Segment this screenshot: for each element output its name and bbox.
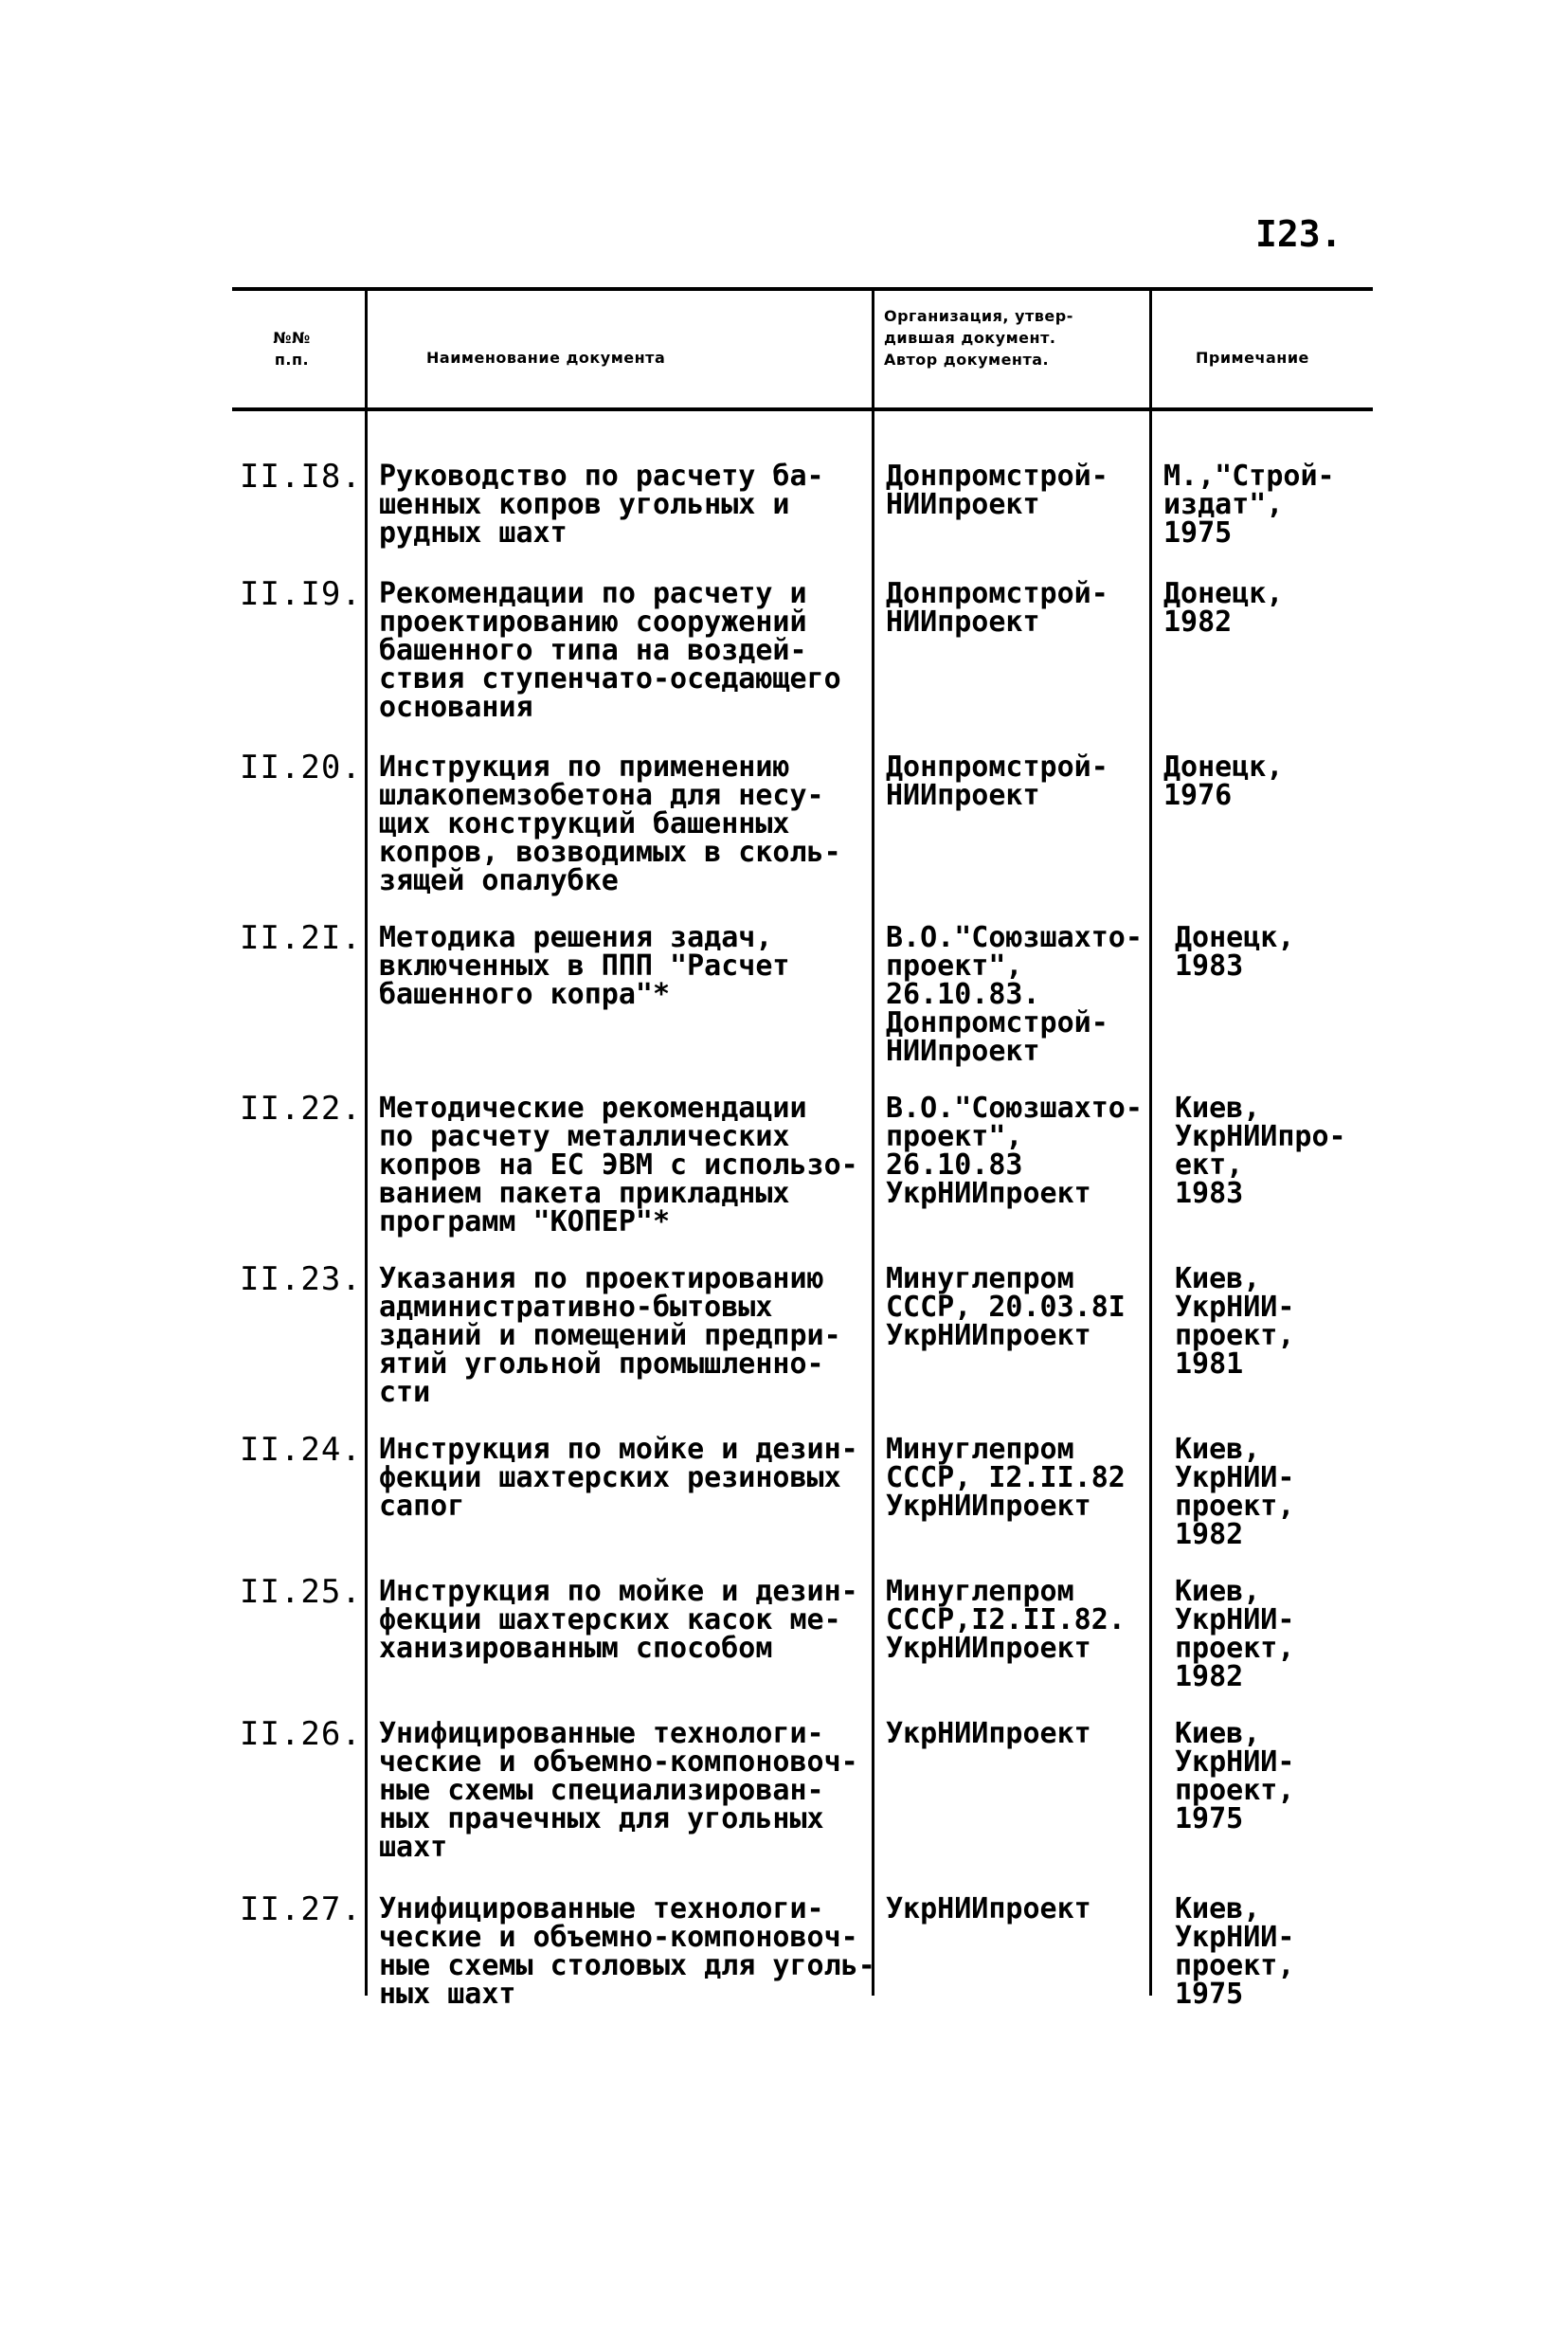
row-title-line: программ "КОПЕР"* [379, 1205, 671, 1238]
row-organization [886, 1433, 1126, 1523]
header-note-line: Примечание [1196, 349, 1309, 367]
row-number: II.23. [240, 1260, 362, 1298]
row-note-line: 1975 [1175, 1978, 1244, 2011]
row-title-line: сти [379, 1376, 431, 1409]
row-title-line: башенного копра"* [379, 978, 671, 1011]
row-title-line: зящей опалубке [379, 864, 619, 897]
row-organization-line: НИИпроект [886, 1035, 1040, 1068]
row-title-line: башенного типа на воздей- [379, 634, 807, 667]
row-title [379, 921, 790, 1011]
row-title-line: фекции шахтерских касок ме- [379, 1603, 841, 1636]
row-title [379, 1892, 875, 2011]
row-title-line: административно-бытовых [379, 1291, 773, 1324]
row-number: II.22. [240, 1090, 362, 1128]
row-organization-line: НИИпроект [886, 606, 1040, 639]
row-organization-line: УкрНИИпроект [886, 1717, 1091, 1750]
row-note-line: УкрНИИ- [1175, 1461, 1295, 1494]
row-note-line: М.,"Строй- [1163, 460, 1335, 493]
row-organization-line: Донпромстрой- [886, 750, 1108, 784]
row-title-line: Рекомендации по расчету и [379, 577, 807, 610]
row-title-line: Методика решения задач, [379, 921, 773, 954]
row-number: II.2I. [240, 919, 362, 957]
header-note [1196, 347, 1309, 369]
row-note-line: проект, [1175, 1774, 1295, 1807]
row-title-line: Инструкция по применению [379, 750, 790, 784]
row-title [379, 577, 841, 724]
row-title [379, 1717, 858, 1864]
row-title [379, 1262, 841, 1409]
row-title-line: шахт [379, 1831, 448, 1864]
row-note-line: проект, [1175, 1490, 1295, 1523]
row-organization [886, 1094, 1143, 1208]
row-title-line: Унифицированные технологи- [379, 1892, 824, 1925]
row-organization-line: Минуглепром [886, 1575, 1074, 1608]
row-note-line: проект, [1175, 1949, 1295, 1982]
row-organization-line: СССР,I2.II.82. [886, 1603, 1126, 1636]
row-title-line: основания [379, 691, 533, 724]
row-organization-line: УкрНИИпроект [886, 1177, 1091, 1210]
row-note-line: Киев, [1175, 1433, 1261, 1466]
row-title-line: фекции шахтерских резиновых [379, 1461, 841, 1494]
row-note-line: 1982 [1175, 1518, 1244, 1551]
row-organization [886, 921, 1143, 1068]
row-note-line: Киев, [1175, 1092, 1261, 1125]
row-title-line: копров, возводимых в сколь- [379, 836, 841, 869]
row-title-line: шенных копров угольных и [379, 488, 790, 521]
row-organization-line: Минуглепром [886, 1433, 1074, 1466]
row-title-line: Руководство по расчету ба- [379, 460, 824, 493]
row-note-line: 1981 [1175, 1347, 1244, 1381]
row-organization-line: Донпромстрой- [886, 1006, 1108, 1039]
row-note-line: Донецк, [1175, 921, 1295, 954]
header-organization [884, 305, 1073, 371]
table-top-rule [232, 287, 1373, 291]
row-title [379, 1094, 858, 1237]
row-note-line: проект, [1175, 1632, 1295, 1665]
row-note-line: УкрНИИпро- [1175, 1120, 1346, 1153]
row-title-line: Инструкция по мойке и дезин- [379, 1575, 858, 1608]
row-number: II.27. [240, 1890, 362, 1928]
row-title-line: Инструкция по мойке и дезин- [379, 1433, 858, 1466]
row-organization-line: Донпромстрой- [886, 460, 1108, 493]
header-number-line: п.п. [274, 351, 310, 369]
row-title-line: ческие и объемно-компоновоч- [379, 1745, 858, 1779]
row-organization [886, 750, 1108, 812]
page-number: I23. [1255, 213, 1343, 255]
row-note-line: 1982 [1163, 606, 1233, 639]
row-title [379, 1433, 858, 1523]
row-note [1175, 1262, 1295, 1381]
row-note-line: УкрНИИ- [1175, 1921, 1295, 1954]
row-title-line: ханизированным способом [379, 1632, 773, 1665]
row-note [1163, 750, 1284, 812]
header-number [254, 327, 330, 371]
row-note-line: 1982 [1175, 1660, 1244, 1693]
row-note [1175, 1575, 1295, 1693]
row-organization [886, 1262, 1126, 1352]
header-organization-line: Автор документа. [884, 351, 1050, 369]
row-note [1175, 1433, 1295, 1551]
row-organization [886, 1717, 1091, 1750]
row-organization-line: УкрНИИпроект [886, 1632, 1091, 1665]
column-divider-2 [872, 290, 874, 1996]
row-title-line: включенных в ППП "Расчет [379, 949, 790, 983]
header-organization-line: дившая документ. [884, 329, 1056, 347]
table-header-bottom-rule [232, 407, 1373, 411]
row-note [1175, 1094, 1346, 1208]
row-organization-line: НИИпроект [886, 488, 1040, 521]
row-note [1175, 1892, 1295, 2011]
row-title [379, 750, 841, 897]
column-divider-3 [1149, 290, 1152, 1996]
row-organization-line: В.О."Союзшахто- [886, 1092, 1143, 1125]
row-organization [886, 1575, 1126, 1665]
header-organization-line: Организация, утвер- [884, 307, 1073, 325]
row-organization [886, 462, 1108, 519]
row-title-line: ствия ступенчато-оседающего [379, 662, 841, 696]
row-organization-line: СССР, 20.03.8I [886, 1291, 1126, 1324]
row-note-line: Донецк, [1163, 750, 1284, 784]
row-title-line: Методические рекомендации [379, 1092, 807, 1125]
row-title-line: ятий угольной промышленно- [379, 1347, 824, 1381]
row-title-line: по расчету металлических [379, 1120, 790, 1153]
row-note-line: Киев, [1175, 1575, 1261, 1608]
row-note-line: 1976 [1163, 779, 1233, 812]
row-note [1163, 462, 1335, 548]
row-title-line: ческие и объемно-компоновоч- [379, 1921, 858, 1954]
row-organization-line: Минуглепром [886, 1262, 1074, 1295]
row-title [379, 1575, 858, 1665]
row-title-line: зданий и помещений предпри- [379, 1319, 841, 1352]
row-note-line: издат", [1163, 488, 1284, 521]
row-note-line: ект, [1175, 1148, 1244, 1182]
row-title-line: ванием пакета прикладных [379, 1177, 790, 1210]
row-note-line: УкрНИИ- [1175, 1603, 1295, 1636]
row-note-line: 1975 [1163, 516, 1233, 550]
row-title-line: ных шахт [379, 1978, 516, 2011]
row-organization [886, 1892, 1091, 1925]
row-number: II.20. [240, 749, 362, 786]
row-organization-line: УкрНИИпроект [886, 1892, 1091, 1925]
row-organization-line: В.О."Союзшахто- [886, 921, 1143, 954]
row-note-line: УкрНИИ- [1175, 1291, 1295, 1324]
header-title [426, 347, 665, 369]
row-note [1175, 1717, 1295, 1835]
row-organization [886, 577, 1108, 639]
row-number: II.I8. [240, 458, 362, 496]
row-title-line: Унифицированные технологи- [379, 1717, 824, 1750]
row-note-line: Киев, [1175, 1717, 1261, 1750]
row-note-line: 1983 [1175, 949, 1244, 983]
row-number: II.I9. [240, 575, 362, 613]
row-title [379, 462, 824, 548]
row-note-line: проект, [1175, 1319, 1295, 1352]
row-organization-line: проект", [886, 949, 1023, 983]
row-title-line: сапог [379, 1490, 465, 1523]
row-title-line: щих конструкций башенных [379, 807, 790, 841]
row-organization-line: УкрНИИпроект [886, 1490, 1091, 1523]
row-note [1175, 921, 1295, 983]
row-title-line: проектированию сооружений [379, 606, 807, 639]
row-organization-line: 26.10.83. [886, 978, 1040, 1011]
row-note-line: Донецк, [1163, 577, 1284, 610]
row-organization-line: 26.10.83 [886, 1148, 1023, 1182]
row-number: II.24. [240, 1431, 362, 1469]
row-title-line: копров на ЕС ЭВМ с использо- [379, 1148, 858, 1182]
row-title-line: рудных шахт [379, 516, 568, 550]
row-organization-line: СССР, I2.II.82 [886, 1461, 1126, 1494]
row-title-line: Указания по проектированию [379, 1262, 824, 1295]
row-title-line: ные схемы специализирован- [379, 1774, 824, 1807]
header-title-line: Наименование документа [426, 349, 666, 367]
row-note-line: Киев, [1175, 1262, 1261, 1295]
row-organization-line: УкрНИИпроект [886, 1319, 1091, 1352]
header-number-line: №№ [273, 329, 311, 347]
row-title-line: ных прачечных для угольных [379, 1802, 824, 1835]
row-note-line: 1975 [1175, 1802, 1244, 1835]
row-note-line: Киев, [1175, 1892, 1261, 1925]
row-note [1163, 577, 1284, 639]
row-organization-line: Донпромстрой- [886, 577, 1108, 610]
row-note-line: 1983 [1175, 1177, 1244, 1210]
row-organization-line: НИИпроект [886, 779, 1040, 812]
row-title-line: шлакопемзобетона для несу- [379, 779, 824, 812]
row-organization-line: проект", [886, 1120, 1023, 1153]
row-note-line: УкрНИИ- [1175, 1745, 1295, 1779]
row-number: II.25. [240, 1573, 362, 1611]
column-divider-1 [365, 290, 368, 1996]
row-title-line: ные схемы столовых для уголь- [379, 1949, 875, 1982]
row-number: II.26. [240, 1715, 362, 1753]
